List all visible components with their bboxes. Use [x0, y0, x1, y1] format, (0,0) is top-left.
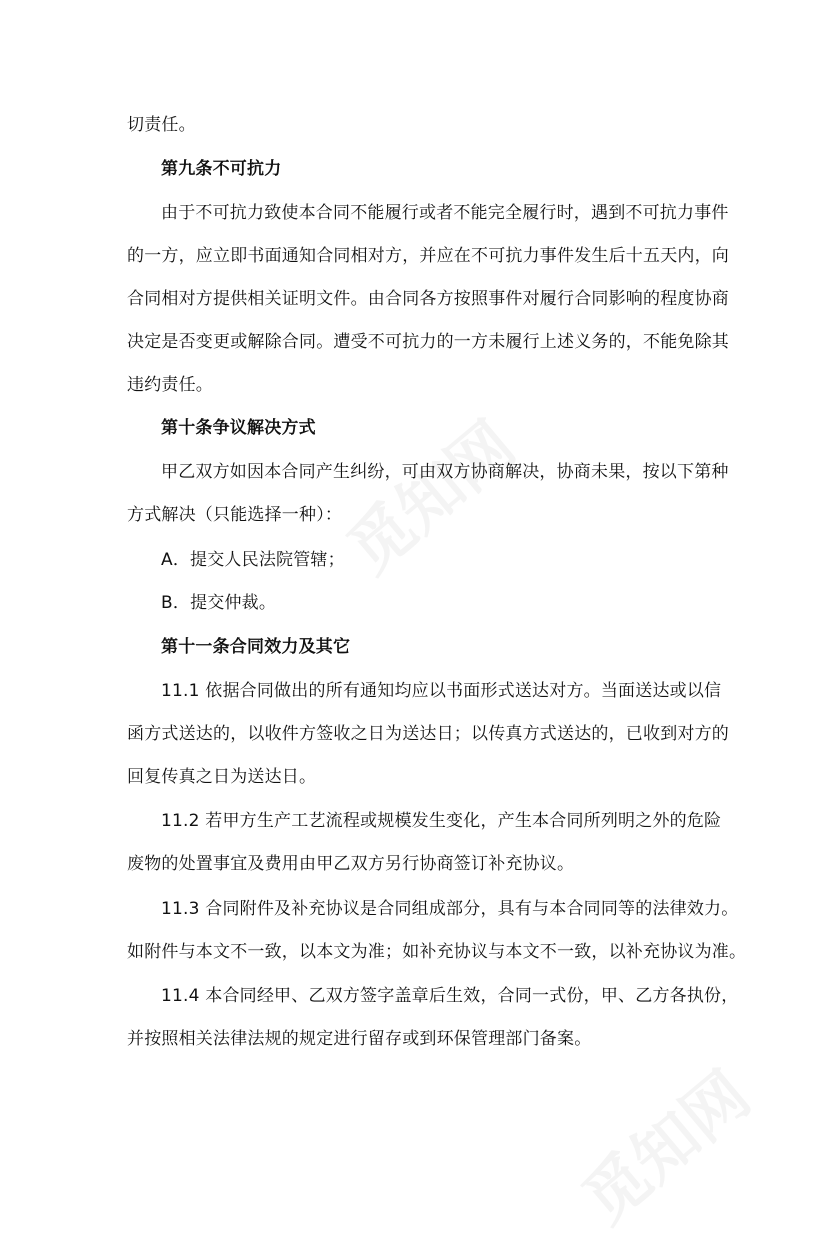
section-heading-article-9: 第九条不可抗力 [161, 159, 282, 179]
paragraph-line: 决定是否变更或解除合同。遭受不可抗力的一方未履行上述义务的，不能免除其 [127, 332, 729, 352]
paragraph-line: 合同相对方提供相关证明文件。由合同各方按照事件对履行合同影响的程度协商 [127, 289, 729, 309]
clause-11-2: 11.2 若甲方生产工艺流程或规模发生变化，产生本合同所列明之外的危险 [161, 811, 722, 831]
paragraph-line: 的一方，应立即书面通知合同相对方，并应在不可抗力事件发生后十五天内，向 [127, 246, 729, 266]
section-heading-article-10: 第十条争议解决方式 [161, 418, 316, 438]
paragraph-line: 切责任。 [127, 115, 196, 135]
watermark [325, 397, 531, 591]
paragraph-line: 函方式送达的，以收件方签收之日为送达日；以传真方式送达的，已收到对方的 [127, 724, 729, 744]
paragraph-line: 由于不可抗力致使本合同不能履行或者不能完全履行时，遇到不可抗力事件 [161, 203, 729, 223]
paragraph-line: 如附件与本文不一致，以本文为准；如补充协议与本文不一致，以补充协议为准。 [127, 942, 747, 962]
option-a: A．提交人民法院管辖； [161, 550, 345, 570]
paragraph-line: 废物的处置事宜及费用由甲乙双方另行协商签订补充协议。 [127, 854, 575, 874]
clause-11-4: 11.4 本合同经甲、乙双方签字盖章后生效，合同一式份，甲、乙方各执份， [161, 986, 739, 1006]
clause-11-3: 11.3 合同附件及补充协议是合同组成部分，具有与本合同同等的法律效力。 [161, 899, 739, 919]
paragraph-line: 违约责任。 [127, 375, 213, 395]
paragraph-line: 并按照相关法律法规的规定进行留存或到环保管理部门备案。 [127, 1029, 592, 1049]
section-heading-article-11: 第十一条合同效力及其它 [161, 637, 351, 657]
option-b: B．提交仲裁。 [161, 593, 277, 613]
watermark [560, 1047, 766, 1240]
paragraph-line: 甲乙双方如因本合同产生纠纷，可由双方协商解决，协商未果，按以下第种 [161, 462, 729, 482]
paragraph-line: 方式解决（只能选择一种）： [127, 505, 343, 525]
paragraph-line: 回复传真之日为送达日。 [127, 767, 317, 787]
clause-11-1: 11.1 依据合同做出的所有通知均应以书面形式送达对方。当面送达或以信 [161, 681, 722, 701]
